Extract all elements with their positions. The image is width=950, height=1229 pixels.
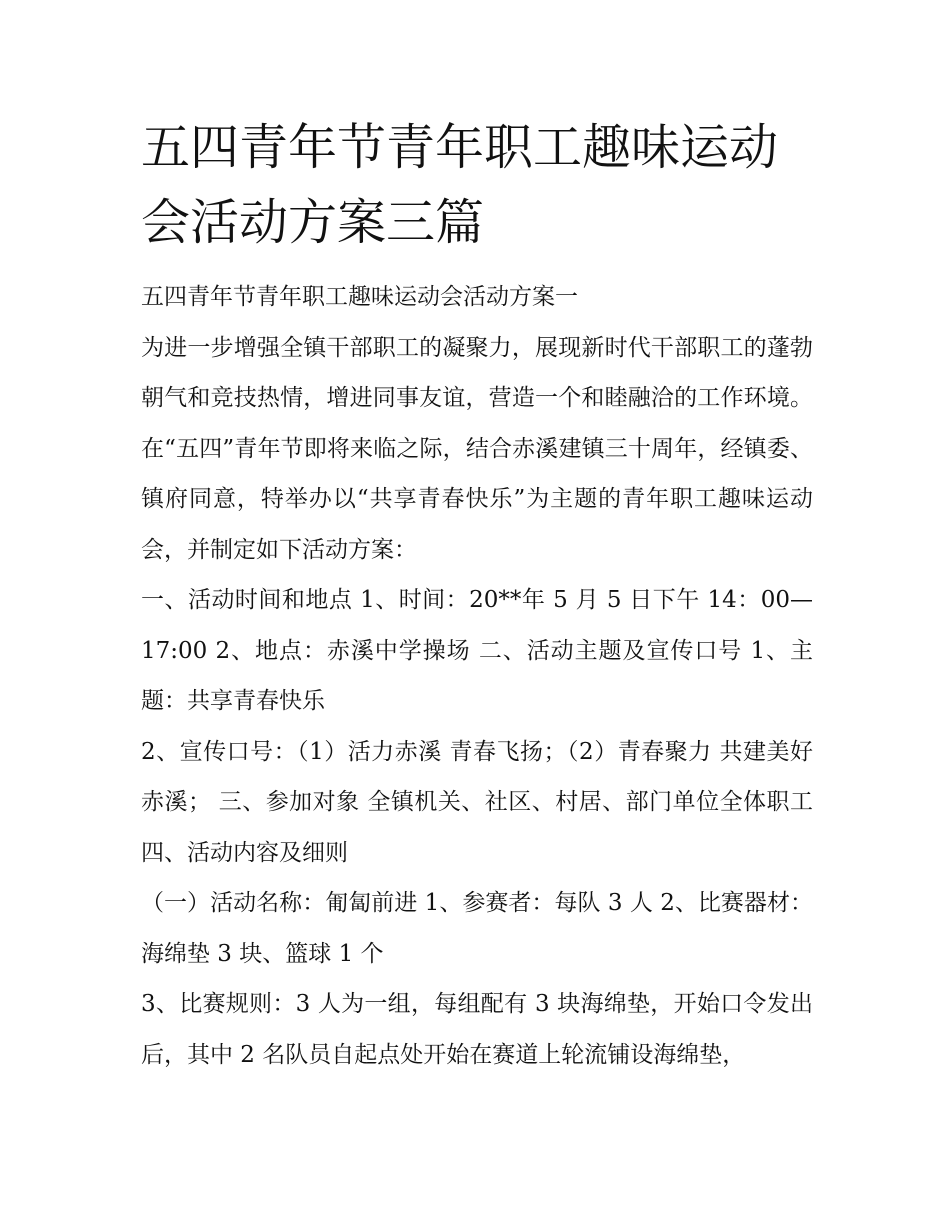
paragraph-activity-one: （一）活动名称：匍匐前进 1、参赛者：每队 3 人 2、比赛器材：海绵垫 3 块、篮球 1 个: [141, 890, 813, 967]
paragraph-slogan: 2、宣传口号：（1）活力赤溪 青春飞扬；（2）青春聚力 共建美好赤溪； 三、参加对象 全镇机关、社区、村居、部门单位全体职工 四、活动内容及细则: [141, 738, 813, 866]
paragraph-time-place: 一、活动时间和地点 1、时间：20**年 5 月 5 日下午 14：00—17:00 2、地点：赤溪中学操场 二、活动主题及宣传口号 1、主题：共享青春快乐: [141, 587, 813, 714]
paragraph-rules: 3、比赛规则：3 人为一组，每组配有 3 块海绵垫，开始口令发出后，其中 2 名队员自起点处开始在赛道上轮流铺设海绵垫，: [141, 991, 813, 1068]
paragraph-subtitle: 五四青年节青年职工趣味运动会活动方案一: [141, 284, 578, 310]
document-page: [141, 110, 813, 1080]
document-body: [141, 272, 813, 1080]
document-title: 五四青年节青年职工趣味运动会活动方案三篇: [141, 119, 779, 251]
paragraph-intro: 为进一步增强全镇干部职工的凝聚力，展现新时代干部职工的蓬勃朝气和竞技热情，增进同事友谊，营造一个和睦融洽的工作环境。在“五四”青年节即将来临之际，结合赤溪建镇三十周年，经镇委、镇府同意，特举办以“共享青春快乐”为主题的青年职工趣味运动会，并制定如下活动方案：: [141, 334, 813, 563]
